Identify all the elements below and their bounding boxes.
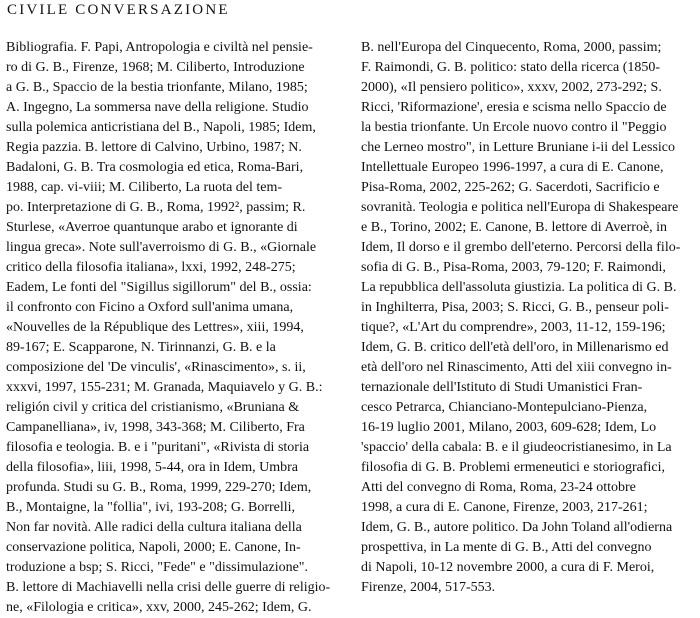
bibliography-line: cesco Petrarca, Chianciano-Montepulciano-Pienza,: [361, 400, 648, 415]
bibliography-line: Atti del convegno di Roma, Roma, 23-24 ottobre: [361, 480, 636, 495]
bibliography-line: Bibliografia. F. Papi, Antropologia e civiltà nel pensie-: [6, 40, 313, 55]
bibliography-line: religión civil y critica del cristianismo, «Bruniana &: [6, 400, 300, 415]
bibliography-line: troduzione a bsp; S. Ricci, "Fede" e "dissimulazione".: [6, 560, 309, 575]
bibliography-line: B., Montaigne, la "follia", ivi, 193-208; G. Borrelli,: [6, 500, 296, 515]
bibliography-line: prospettiva, in La mente di G. B., Atti del convegno: [361, 540, 652, 555]
bibliography-line: Firenze, 2004, 517-553.: [361, 580, 496, 595]
bibliography-line: a G. B., Spaccio de la bestia trionfante, Milano, 1985;: [6, 80, 308, 95]
bibliography-line: La repubblica dell'assoluta giustizia. La politica di G. B.: [361, 280, 677, 295]
bibliography-line: xxxvi, 1997, 155-231; M. Granada, Maquiavelo y G. B.:: [6, 380, 323, 395]
bibliography-line: 16-19 luglio 2001, Milano, 2003, 609-628; Idem, Lo: [361, 420, 657, 435]
bibliography-line: in Inghilterra, Pisa, 2003; S. Ricci, G. B., penseur poli-: [361, 300, 669, 315]
bibliography-line: 1988, cap. vi-viii; M. Ciliberto, La ruota del tem-: [6, 180, 283, 195]
bibliography-line: conservazione politica, Napoli, 2000; E. Canone, In-: [6, 540, 301, 555]
bibliography-line: F. Raimondi, G. B. politico: stato della ricerca (1850-: [361, 60, 661, 75]
bibliography-line: «Nouvelles de la République des Lettres», xiii, 1994,: [6, 320, 304, 335]
bibliography-line: che Lerneo mostro", in Letture Bruniane i-ii del Lessico: [361, 140, 676, 155]
bibliography-line: filosofia e teologia. B. e i "puritani", «Rivista di storia: [6, 440, 310, 455]
bibliography-line: la bestia trionfante. Un Ercole nuovo contro il "Peggio: [361, 120, 667, 135]
bibliography-line: e B., Torino, 2002; E. Canone, B. lettore di Averroè, in: [361, 220, 668, 235]
bibliography-line: profunda. Studi su G. B., Roma, 1999, 229-270; Idem,: [6, 480, 312, 495]
bibliography-line: filosofia di G. B. Problemi ermeneutici e storiografici,: [361, 460, 666, 475]
bibliography-line: ternazionale dell'Istituto di Studi Umanistici Fran-: [361, 380, 643, 395]
bibliography-line: 89-167; E. Scapparone, N. Tirinnanzi, G. B. e la: [6, 340, 276, 355]
bibliography-line: 1998, a cura di E. Canone, Firenze, 2003, 217-261;: [361, 500, 648, 515]
bibliography-line: Non far novità. Alle radici della cultura italiana della: [6, 520, 302, 535]
bibliography-line: sofia di G. B., Pisa-Roma, 2003, 79-120; F. Raimondi,: [361, 260, 666, 275]
bibliography-line: di Napoli, 10-12 novembre 2000, a cura di F. Meroi,: [361, 560, 655, 575]
bibliography-line: Ricci, 'Riformazione', eresia e scisma nello Spaccio de: [361, 100, 667, 115]
bibliography-line: Idem, G. B., autore politico. Da John Toland all'odierna: [361, 520, 673, 535]
bibliography-line: 'spaccio' della cabala: B. e il giudeocristianesimo, in La: [361, 440, 672, 455]
bibliography-line: tique?, «L'Art du comprendre», 2003, 11-12, 159-196;: [361, 320, 666, 335]
running-head: CIVILE CONVERSAZIONE: [7, 2, 230, 18]
bibliography-line: po. Interpretazione di G. B., Roma, 1992², passim; R.: [6, 200, 306, 215]
bibliography-line: il confronto con Ficino a Oxford sull'anima umana,: [6, 300, 294, 315]
bibliography-line: ne, «Filologia e critica», xxv, 2000, 245-262; Idem, G.: [6, 600, 312, 615]
bibliography-line: Idem, G. B. critico dell'età dell'oro, in Millenarismo ed: [361, 340, 669, 355]
bibliography-line: 2000), «Il pensiero politico», xxxv, 2002, 273-292; S.: [361, 80, 662, 95]
bibliography-line: Campanelliana», iv, 1998, 343-368; M. Ciliberto, Fra: [6, 420, 305, 435]
bibliography-line: Regia pazzia. B. lettore di Calvino, Urbino, 1987; N.: [6, 140, 302, 155]
bibliography-line: B. nell'Europa del Cinquecento, Roma, 2000, passim;: [361, 40, 662, 55]
bibliography-line: lingua greca». Note sull'averroismo di G. B., «Giornale: [6, 240, 317, 255]
bibliography-line: B. lettore di Machiavelli nella crisi delle guerre di religio-: [6, 580, 331, 595]
bibliography-line: Idem, Il dorso e il grembo dell'eterno. Percorsi della filo-: [361, 240, 681, 255]
bibliography-line: A. Ingegno, La sommersa nave della religione. Studio: [6, 100, 309, 115]
bibliography-line: Pisa-Roma, 2002, 225-262; G. Sacerdoti, Sacrificio e: [361, 180, 660, 195]
bibliography-line: composizione del 'De vinculis', «Rinascimento», s. ii,: [6, 360, 306, 375]
bibliography-line: Eadem, Le fonti del "Sigillus sigillorum" del B., ossia:: [6, 280, 312, 295]
bibliography-line: Intellettuale Europeo 1996-1997, a cura di E. Canone,: [361, 160, 664, 175]
bibliography-line: Badaloni, G. B. Tra cosmologia ed etica, Roma-Bari,: [6, 160, 304, 175]
bibliography-left-column: [6, 38, 337, 615]
bibliography-line: età dell'oro nel Rinascimento, Atti del xiii convegno in-: [361, 360, 672, 375]
bibliography-right-column: [361, 38, 692, 595]
bibliography-line: sulla polemica anticristiana del B., Napoli, 1985; Idem,: [6, 120, 316, 135]
bibliography-line: ro di G. B., Firenze, 1968; M. Ciliberto, Introduzione: [6, 60, 305, 75]
bibliography-line: sovranità. Teologia e politica nell'Europa di Shakespeare: [361, 200, 679, 215]
bibliography-line: Sturlese, «Averroe quantunque arabo et ignorante di: [6, 220, 298, 235]
bibliography-line: critico della filosofia italiana», lxxi, 1992, 248-275;: [6, 260, 296, 275]
bibliography-line: della filosofia», liii, 1998, 5-44, ora in Idem, Umbra: [6, 460, 298, 475]
